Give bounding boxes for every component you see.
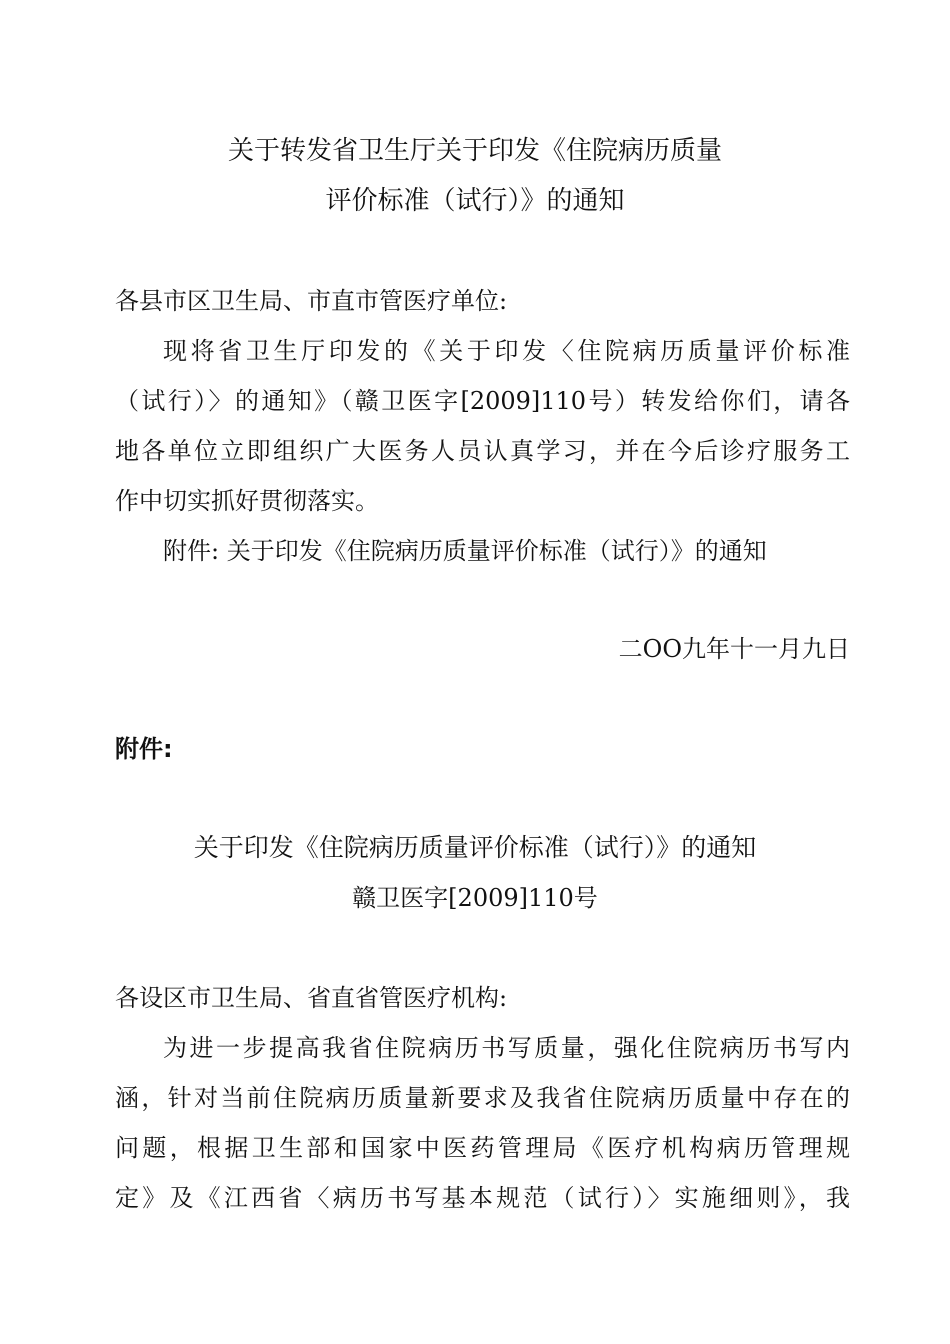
document-title-line-2: 评价标准（试行）》的通知 [325,186,625,216]
attachment-doc-number: 赣卫医字[2009]110号 [352,884,598,912]
attachment-body-line-1: 为进一步提高我省住院病历书写质量，强化住院病历书写内 [163,1034,850,1062]
issue-date: 二OO九年十一月九日 [618,635,850,663]
document-title-line-1: 关于转发省卫生厅关于印发《住院病历质量 [227,136,722,166]
body-line-2: （试行）〉的通知》（赣卫医字[2009]110号）转发给你们，请各 [115,387,850,415]
body-line-3: 地各单位立即组织广大医务人员认真学习，并在今后诊疗服务工 [115,437,850,465]
body-line-4: 作中切实抓好贯彻落实。 [115,487,379,515]
attachment-body-line-4: 定》及《江西省〈病历书写基本规范（试行）〉实施细则》，我 [115,1184,850,1212]
recipient-line: 各县市区卫生局、市直市管医疗单位: [115,287,508,315]
attachment-title: 关于印发《住院病历质量评价标准（试行）》的通知 [193,833,757,862]
attachment-note: 附件: 关于印发《住院病历质量评价标准（试行）》的通知 [163,537,767,565]
attachment-label: 附件: [115,735,173,763]
attachment-body-line-2: 涵，针对当前住院病历质量新要求及我省住院病历质量中存在的 [115,1084,850,1112]
attachment-recipient: 各设区市卫生局、省直省管医疗机构: [115,984,508,1012]
attachment-body-line-3: 问题，根据卫生部和国家中医药管理局《医疗机构病历管理规 [115,1134,850,1162]
body-line-1: 现将省卫生厅印发的《关于印发〈住院病历质量评价标准 [163,337,850,365]
